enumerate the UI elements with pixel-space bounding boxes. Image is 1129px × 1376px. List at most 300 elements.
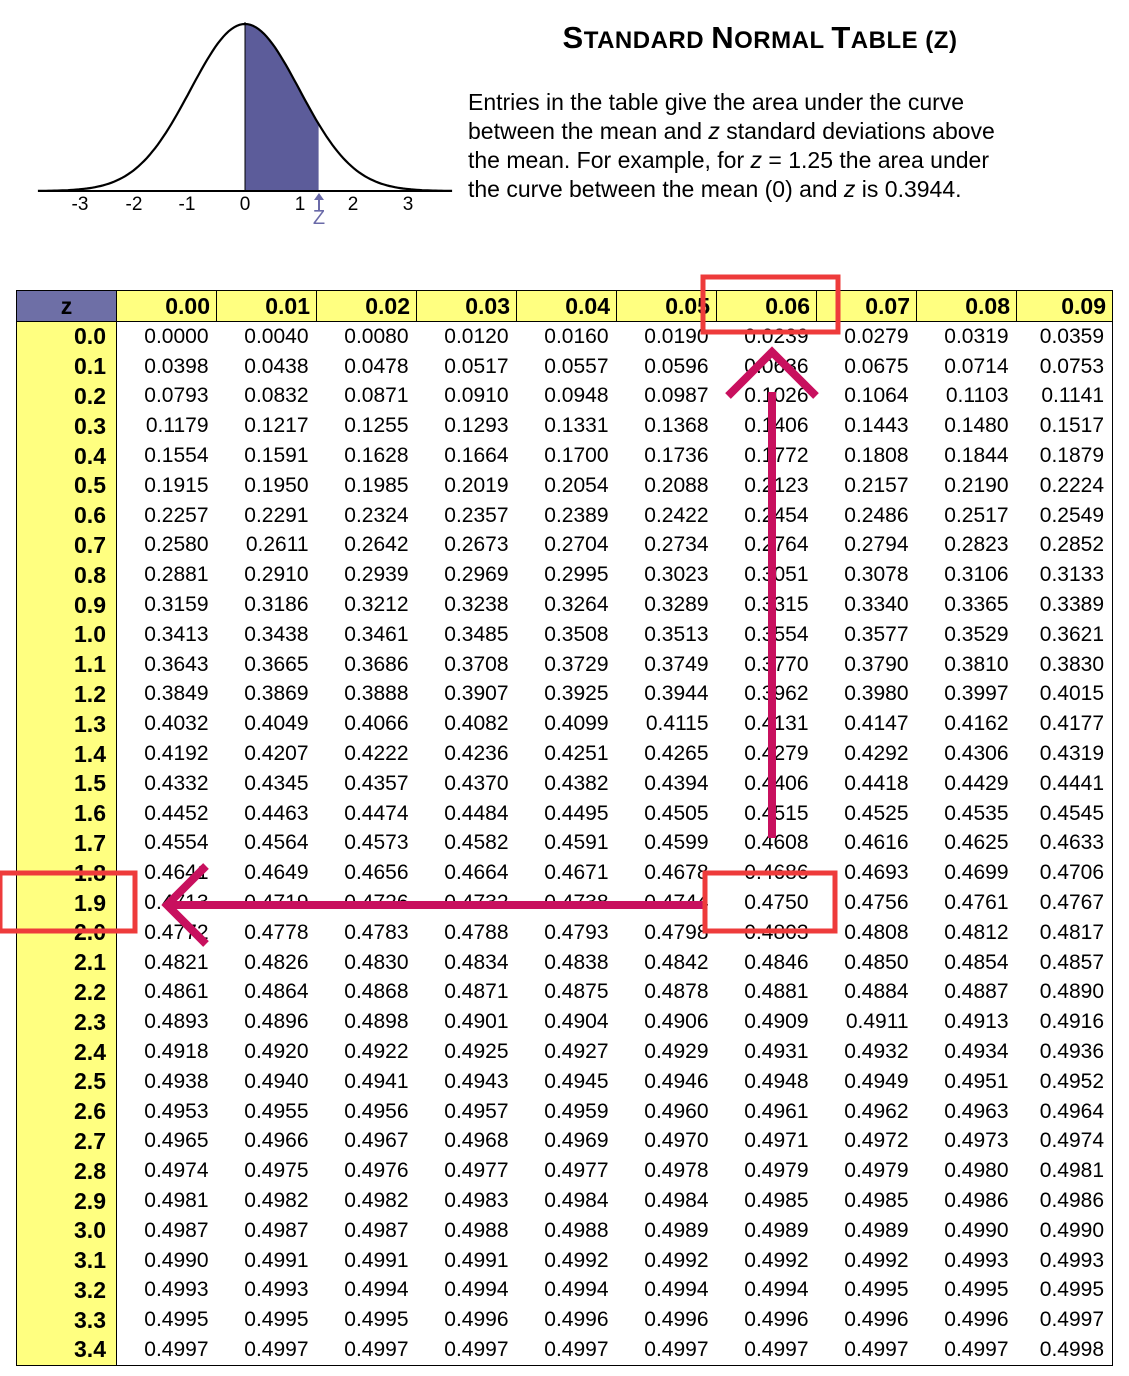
table-cell: 0.4978 (644, 1159, 709, 1183)
table-cell: 0.4370 (444, 771, 509, 795)
table-cell: 0.0714 (944, 354, 1009, 378)
table-cell: 0.3577 (844, 622, 909, 646)
table-cell: 0.4932 (844, 1040, 909, 1064)
row-z-label: 3.0 (17, 1216, 117, 1246)
table-cell: 0.3925 (544, 682, 609, 706)
table-cell: 0.1985 (344, 473, 409, 497)
table-row (17, 1067, 1113, 1097)
column-header: 0.02 (317, 291, 417, 322)
table-cell: 0.3106 (944, 563, 1009, 587)
table-cell: 0.4591 (544, 831, 609, 855)
table-cell: 0.4984 (644, 1189, 709, 1212)
table-cell: 0.2291 (244, 503, 309, 527)
table-cell: 0.4906 (644, 1010, 709, 1034)
table-cell: 0.4641 (144, 861, 209, 885)
table-cell: 0.1879 (1017, 441, 1113, 471)
table-cell: 0.2389 (544, 503, 609, 527)
row-z-label: 3.4 (17, 1335, 117, 1365)
table-cell: 0.4991 (344, 1248, 409, 1272)
table-cell: 0.4525 (844, 801, 909, 825)
table-cell: 0.4997 (217, 1335, 317, 1365)
table-cell: 0.4957 (444, 1099, 509, 1123)
z-marker-label: Z (312, 207, 326, 229)
table-cell: 0.4015 (1017, 680, 1113, 710)
table-cell: 0.4783 (344, 920, 409, 944)
table-row (17, 1335, 1113, 1365)
table-cell: 0.4934 (944, 1040, 1009, 1064)
table-cell: 0.2969 (444, 563, 509, 587)
row-z-label: 1.3 (17, 709, 117, 739)
shaded-area (245, 24, 319, 191)
table-cell: 0.4545 (1017, 799, 1113, 829)
table-cell: 0.3997 (944, 682, 1009, 706)
table-cell: 0.4767 (1017, 888, 1113, 918)
table-cell: 0.0832 (244, 384, 309, 408)
table-cell: 0.3051 (744, 563, 809, 587)
table-row (17, 888, 1113, 918)
description-line: between the mean and z standard deviations above (468, 118, 995, 144)
table-cell: 0.4738 (544, 891, 609, 915)
table-cell: 0.4817 (1017, 918, 1113, 948)
table-cell: 0.4864 (244, 980, 309, 1004)
table-cell: 0.4319 (1017, 739, 1113, 769)
row-z-label: 0.6 (17, 501, 117, 531)
table-cell: 0.4993 (1017, 1246, 1113, 1276)
table-cell: 0.0040 (244, 324, 309, 348)
table-cell: 0.4854 (944, 950, 1009, 974)
table-cell: 0.4599 (644, 831, 709, 855)
table-cell: 0.4177 (1017, 709, 1113, 739)
table-row (17, 322, 1113, 352)
table-cell: 0.4993 (244, 1278, 309, 1302)
table-cell: 0.1736 (644, 444, 709, 468)
table-cell: 0.0871 (344, 384, 409, 408)
table-cell: 0.4974 (1017, 1127, 1113, 1157)
table-cell: 0.0398 (144, 354, 209, 378)
table-cell: 0.1064 (844, 384, 909, 408)
table-cell: 0.4993 (944, 1248, 1009, 1272)
table-cell: 0.2881 (144, 563, 209, 587)
table-cell: 0.4693 (844, 861, 909, 885)
table-cell: 0.3264 (544, 593, 609, 617)
table-cell: 0.4987 (244, 1218, 309, 1242)
row-z-label: 2.0 (17, 918, 117, 948)
table-cell: 0.4778 (244, 920, 309, 944)
row-z-label: 1.9 (17, 888, 117, 918)
table-cell: 0.3133 (1017, 560, 1113, 590)
table-cell: 0.4904 (544, 1010, 609, 1034)
table-cell: 0.0239 (744, 324, 809, 348)
table-cell: 0.3686 (344, 652, 409, 676)
table-cell: 0.2454 (744, 503, 809, 527)
row-z-label: 3.1 (17, 1246, 117, 1276)
table-cell: 0.3907 (444, 682, 509, 706)
row-z-label: 1.6 (17, 799, 117, 829)
table-cell: 0.2734 (644, 533, 709, 557)
table-cell: 0.4292 (844, 742, 909, 766)
table-cell: 0.4686 (744, 861, 809, 885)
table-cell: 0.4997 (617, 1335, 717, 1365)
table-cell: 0.4988 (544, 1218, 609, 1242)
table-cell: 0.4952 (1017, 1067, 1113, 1097)
table-cell: 0.4066 (344, 712, 409, 736)
table-cell: 0.4750 (744, 891, 809, 915)
row-z-label: 3.2 (17, 1276, 117, 1306)
table-cell: 0.4990 (944, 1218, 1009, 1242)
table-cell: 0.4706 (1017, 858, 1113, 888)
table-cell: 0.4989 (844, 1218, 909, 1242)
table-cell: 0.4846 (744, 950, 809, 974)
table-cell: 0.4808 (844, 920, 909, 944)
tick-label: -3 (71, 194, 89, 215)
table-cell: 0.4798 (644, 920, 709, 944)
table-cell: 0.4991 (444, 1248, 509, 1272)
table-row (17, 709, 1113, 739)
table-row (17, 978, 1113, 1008)
table-row (17, 441, 1113, 471)
table-cell: 0.4830 (344, 950, 409, 974)
table-cell: 0.4842 (644, 950, 709, 974)
page-title: STANDARD NORMAL TABLE (Z) (562, 20, 958, 55)
table-cell: 0.3790 (844, 652, 909, 676)
table-cell: 0.2517 (944, 503, 1009, 527)
column-header: 0.09 (1017, 291, 1113, 322)
table-cell: 0.4664 (444, 861, 509, 885)
table-cell: 0.4984 (544, 1189, 609, 1212)
table-cell: 0.4953 (144, 1099, 209, 1123)
table-cell: 0.0160 (544, 324, 609, 348)
table-cell: 0.4582 (444, 831, 509, 855)
table-cell: 0.2852 (1017, 531, 1113, 561)
table-cell: 0.4418 (844, 771, 909, 795)
table-cell: 0.4992 (844, 1248, 909, 1272)
row-z-label: 0.8 (17, 560, 117, 590)
table-row (17, 352, 1113, 382)
table-cell: 0.4838 (544, 950, 609, 974)
row-z-label: 0.9 (17, 590, 117, 620)
table-cell: 0.4484 (444, 801, 509, 825)
table-cell: 0.2549 (1017, 501, 1113, 531)
row-z-label: 2.9 (17, 1186, 117, 1216)
table-cell: 0.4049 (244, 712, 309, 736)
table-cell: 0.4115 (645, 712, 709, 736)
table-cell: 0.4192 (144, 742, 209, 766)
table-row (17, 799, 1113, 829)
table-row (17, 590, 1113, 620)
table-cell: 0.4961 (744, 1099, 809, 1123)
column-header: 0.05 (617, 291, 717, 322)
column-header: 0.04 (517, 291, 617, 322)
table-cell: 0.4977 (444, 1159, 509, 1183)
table-cell: 0.2088 (644, 473, 709, 497)
z-marker-arrowhead (314, 193, 324, 200)
table-cell: 0.4918 (144, 1040, 209, 1064)
table-cell: 0.1368 (644, 414, 709, 438)
table-cell: 0.1103 (945, 384, 1009, 408)
table-row (17, 858, 1113, 888)
table-cell: 0.4994 (644, 1278, 709, 1302)
table-cell: 0.4474 (344, 801, 409, 825)
table-cell: 0.4981 (1017, 1156, 1113, 1186)
table-cell: 0.0675 (844, 354, 909, 378)
table-row (17, 531, 1113, 561)
table-cell: 0.4989 (644, 1218, 709, 1242)
table-row (17, 829, 1113, 859)
table-cell: 0.4357 (344, 771, 409, 795)
table-cell: 0.2910 (244, 563, 309, 587)
table-cell: 0.2486 (844, 503, 909, 527)
table-cell: 0.0557 (544, 354, 609, 378)
table-cell: 0.1772 (744, 444, 809, 468)
table-cell: 0.3708 (444, 652, 509, 676)
table-cell: 0.1217 (244, 414, 309, 438)
table-cell: 0.4982 (244, 1189, 309, 1212)
table-cell: 0.4913 (944, 1010, 1009, 1034)
table-cell: 0.4744 (644, 891, 709, 915)
row-z-label: 1.8 (17, 858, 117, 888)
table-cell: 0.4887 (944, 980, 1009, 1004)
table-row (17, 471, 1113, 501)
table-cell: 0.3770 (744, 652, 809, 676)
table-row (17, 1097, 1113, 1127)
table-cell: 0.4850 (844, 950, 909, 974)
table-header-row (17, 291, 1113, 322)
table-cell: 0.4970 (644, 1129, 709, 1153)
table-cell: 0.2704 (544, 533, 609, 557)
table-cell: 0.4608 (744, 831, 809, 855)
table-cell: 0.4515 (744, 801, 809, 825)
table-cell: 0.4946 (644, 1069, 709, 1093)
table-cell: 0.3621 (1017, 620, 1113, 650)
table-row (17, 1246, 1113, 1276)
table-cell: 0.4995 (1017, 1276, 1113, 1306)
table-cell: 0.0319 (944, 324, 1009, 348)
table-cell: 0.4345 (244, 771, 309, 795)
table-cell: 0.2939 (344, 563, 409, 587)
z-column-header: z (17, 291, 117, 322)
table-cell: 0.2324 (344, 503, 409, 527)
table-cell: 0.4772 (144, 920, 209, 944)
table-cell: 0.4826 (244, 950, 309, 974)
table-cell: 0.4251 (544, 742, 609, 766)
table-cell: 0.3749 (644, 652, 709, 676)
table-cell: 0.4990 (144, 1248, 209, 1272)
table-cell: 0.0636 (744, 354, 809, 378)
table-row (17, 769, 1113, 799)
table-cell: 0.4884 (844, 980, 909, 1004)
table-cell: 0.1950 (244, 473, 309, 497)
table-cell: 0.4955 (244, 1099, 309, 1123)
table-cell: 0.4994 (544, 1278, 609, 1302)
table-cell: 0.3888 (344, 682, 409, 706)
table-row (17, 1037, 1113, 1067)
table-cell: 0.4875 (544, 980, 609, 1004)
table-cell: 0.4977 (544, 1159, 609, 1183)
table-cell: 0.4986 (944, 1189, 1009, 1212)
table-cell: 0.4985 (744, 1189, 809, 1212)
table-cell: 0.4633 (1017, 829, 1113, 859)
table-cell: 0.4881 (744, 980, 809, 1004)
table-cell: 0.3078 (844, 563, 909, 587)
table-cell: 0.3849 (144, 682, 209, 706)
table-cell: 0.2123 (744, 473, 809, 497)
table-cell: 0.4732 (444, 891, 509, 915)
table-cell: 0.4821 (144, 950, 209, 974)
table-cell: 0.2157 (844, 473, 909, 497)
table-cell: 0.4988 (444, 1218, 509, 1242)
table-row (17, 1216, 1113, 1246)
table-cell: 0.2823 (944, 533, 1009, 557)
table-cell: 0.3212 (344, 593, 409, 617)
table-cell: 0.2995 (544, 563, 609, 587)
table-cell: 0.4940 (244, 1069, 309, 1093)
table-cell: 0.4726 (344, 891, 409, 915)
description-line: the mean. For example, for z = 1.25 the area under (468, 147, 989, 173)
table-cell: 0.1808 (844, 444, 909, 468)
table-cell: 0.3944 (644, 682, 709, 706)
table-row (17, 948, 1113, 978)
table-cell: 0.3485 (444, 622, 509, 646)
table-cell: 0.4960 (644, 1099, 709, 1123)
description-line: Entries in the table give the area under the curve (468, 89, 965, 115)
table-cell: 0.1443 (844, 414, 909, 438)
table-cell: 0.4996 (744, 1308, 809, 1332)
table-cell: 0.4761 (944, 891, 1009, 915)
table-cell: 0.4996 (544, 1308, 609, 1332)
table-cell: 0.4951 (944, 1069, 1009, 1093)
table-cell: 0.2054 (544, 473, 609, 497)
row-z-label: 2.4 (17, 1037, 117, 1067)
table-cell: 0.4452 (144, 801, 209, 825)
row-z-label: 0.5 (17, 471, 117, 501)
table-cell: 0.3365 (944, 593, 1009, 617)
table-cell: 0.1141 (1017, 382, 1113, 412)
table-cell: 0.2019 (444, 473, 509, 497)
table-cell: 0.4099 (544, 712, 609, 736)
table-cell: 0.4967 (344, 1129, 409, 1153)
table-cell: 0.4969 (544, 1129, 609, 1153)
table-row (17, 1127, 1113, 1157)
row-z-label: 2.3 (17, 1007, 117, 1037)
table-cell: 0.4394 (644, 771, 709, 795)
table-cell: 0.4996 (444, 1308, 509, 1332)
table-cell: 0.3729 (544, 652, 609, 676)
table-cell: 0.0478 (344, 354, 409, 378)
table-cell: 0.4625 (944, 831, 1009, 855)
table-cell: 0.4916 (1017, 1007, 1113, 1037)
table-cell: 0.4959 (544, 1099, 609, 1123)
row-z-label: 1.7 (17, 829, 117, 859)
row-z-label: 2.7 (17, 1127, 117, 1157)
table-body (17, 322, 1113, 1366)
table-cell: 0.4868 (344, 980, 409, 1004)
table-cell: 0.4996 (944, 1308, 1009, 1332)
table-cell: 0.4554 (144, 831, 209, 855)
table-cell: 0.1628 (344, 444, 409, 468)
table-row (17, 382, 1113, 412)
tick-label: 3 (402, 194, 414, 215)
table-cell: 0.4713 (144, 891, 209, 915)
table-row (17, 411, 1113, 441)
table-cell: 0.1591 (244, 444, 309, 468)
table-cell: 0.4406 (744, 771, 809, 795)
table-cell: 0.4982 (344, 1189, 409, 1212)
table-cell: 0.2611 (245, 533, 309, 557)
table-cell: 0.4699 (944, 861, 1009, 885)
table-cell: 0.3186 (244, 593, 309, 617)
table-cell: 0.0080 (344, 324, 409, 348)
table-cell: 0.4956 (344, 1099, 409, 1123)
table-cell: 0.4965 (144, 1129, 209, 1153)
table-cell: 0.3554 (744, 622, 809, 646)
row-z-label: 2.6 (17, 1097, 117, 1127)
table-cell: 0.4616 (844, 831, 909, 855)
table-cell: 0.4896 (244, 1010, 309, 1034)
row-z-label: 1.1 (17, 650, 117, 680)
table-cell: 0.2357 (444, 503, 509, 527)
table-cell: 0.4573 (344, 831, 409, 855)
table-cell: 0.4948 (744, 1069, 809, 1093)
table-cell: 0.4994 (344, 1278, 409, 1302)
table-cell: 0.3980 (844, 682, 909, 706)
table-cell: 0.4878 (644, 980, 709, 1004)
table-cell: 0.2580 (144, 533, 209, 557)
table-cell: 0.4993 (144, 1278, 209, 1302)
table-cell: 0.4332 (144, 771, 209, 795)
row-z-label: 1.2 (17, 680, 117, 710)
table-row (17, 560, 1113, 590)
tick-label: 0 (239, 194, 251, 215)
axis-tick-labels (72, 194, 414, 215)
row-z-label: 0.4 (17, 441, 117, 471)
table-cell: 0.4997 (1017, 1305, 1113, 1335)
table-cell: 0.4803 (744, 920, 809, 944)
table-row (17, 620, 1113, 650)
table-cell: 0.1255 (344, 414, 409, 438)
table-cell: 0.0438 (244, 354, 309, 378)
table-cell: 0.4996 (844, 1308, 909, 1332)
table-cell: 0.0596 (644, 354, 709, 378)
table-cell: 0.4941 (344, 1069, 409, 1093)
tick-label: -1 (178, 194, 196, 215)
table-cell: 0.4989 (744, 1218, 809, 1242)
table-cell: 0.4987 (144, 1218, 209, 1242)
table-cell: 0.4564 (244, 831, 309, 855)
table-cell: 0.4949 (844, 1069, 909, 1093)
table-row (17, 650, 1113, 680)
table-cell: 0.4909 (744, 1010, 809, 1034)
table-cell: 0.4981 (144, 1189, 209, 1212)
tick-label: 1 (294, 194, 306, 215)
row-z-label: 1.5 (17, 769, 117, 799)
row-z-label: 0.7 (17, 531, 117, 561)
table-row (17, 680, 1113, 710)
table-cell: 0.4306 (944, 742, 1009, 766)
table-cell: 0.4943 (444, 1069, 509, 1093)
table-cell: 0.4979 (844, 1159, 909, 1183)
table-cell: 0.4997 (917, 1335, 1017, 1365)
table-cell: 0.4890 (1017, 978, 1113, 1008)
table-cell: 0.4963 (944, 1099, 1009, 1123)
table-cell: 0.1915 (144, 473, 209, 497)
column-header: 0.08 (917, 291, 1017, 322)
table-cell: 0.3869 (244, 682, 309, 706)
table-cell: 0.4973 (944, 1129, 1009, 1153)
table-cell: 0.2673 (444, 533, 509, 557)
table-cell: 0.4382 (544, 771, 609, 795)
table-cell: 0.4207 (244, 742, 309, 766)
table-cell: 0.4441 (1017, 769, 1113, 799)
